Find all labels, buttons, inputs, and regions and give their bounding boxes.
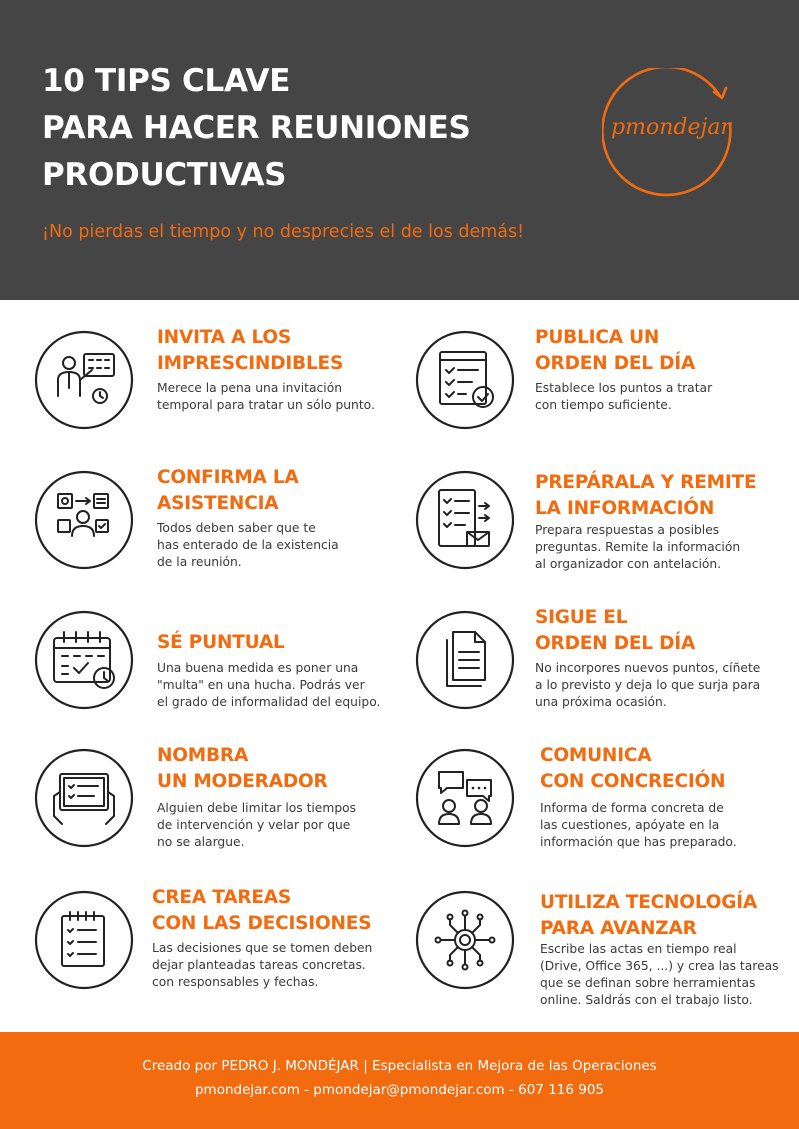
tip-title-line: ORDEN DEL DÍA [535, 353, 696, 374]
tip-description [535, 380, 712, 414]
tip-title-line: CON CONCRECIÓN [540, 771, 726, 792]
tip-title [152, 885, 371, 937]
tip-desc-line: online. Saldrás con el trabajo listo. [540, 993, 753, 1007]
tip-desc-line: con responsables y fechas. [152, 975, 319, 989]
tip-puntual [34, 610, 404, 710]
tip-moderador [34, 745, 394, 849]
tip-title [157, 630, 285, 656]
tip-description [157, 380, 375, 414]
tip-confirma [34, 467, 394, 570]
tip-desc-line: has enterado de la existencia [157, 538, 339, 552]
tip-description [152, 940, 372, 991]
tip-invita [34, 327, 394, 430]
tip-desc-line: Informa de forma concreta de [540, 801, 724, 815]
tip-title-line: CON LAS DECISIONES [152, 913, 372, 934]
tip-desc-line: una próxima ocasión. [535, 695, 667, 709]
clipboard-tasks-icon [34, 890, 134, 990]
tip-title [540, 890, 757, 942]
tip-comunica [415, 745, 775, 849]
tip-desc-line: Escribe las actas en tiempo real [540, 942, 737, 956]
presenter-board-icon [34, 330, 134, 430]
tip-title [540, 743, 725, 795]
tip-title-line: SIGUE EL [535, 607, 628, 628]
tip-title-line: PUBLICA UN [535, 327, 660, 348]
tip-desc-line: que se definan sobre herramientas [540, 976, 756, 990]
tip-crea-tareas [34, 887, 394, 990]
tip-desc-line: de intervención y velar por que [157, 818, 351, 832]
logo-text: pmondejar [611, 115, 731, 140]
tip-title [535, 605, 695, 657]
tip-desc-line: (Drive, Office 365, ...) y crea las tareas [540, 959, 779, 973]
title-line-3: PRODUCTIVAS [42, 157, 287, 193]
tip-title-line: NOMBRA [157, 745, 249, 766]
tip-description [535, 660, 760, 711]
tip-description [157, 520, 339, 571]
tip-description [535, 522, 740, 573]
tip-title [157, 743, 328, 795]
tip-desc-line: las cuestiones, apóyate en la [540, 818, 720, 832]
chat-people-icon [415, 748, 515, 848]
tip-desc-line: no se alargue. [157, 835, 245, 849]
tip-title-line: ORDEN DEL DÍA [535, 633, 696, 654]
tip-description [540, 800, 737, 851]
attendance-flow-icon [34, 470, 134, 570]
tip-desc-line: al organizador con antelación. [535, 557, 722, 571]
footer-contact[interactable]: pmondejar.com - pmondejar@pmondejar.com - 607 116 905 [194, 1082, 604, 1098]
tip-desc-line: dejar planteadas tareas concretas. [152, 958, 366, 972]
tip-desc-line: Merece la pena una invitación [157, 381, 343, 395]
tip-desc-line: el grado de informalidad del equipo. [157, 695, 381, 709]
tip-title-line: PREPÁRALA Y REMITE [535, 472, 757, 493]
tip-preparala [415, 470, 785, 570]
tip-desc-line: Prepara respuestas a posibles [535, 523, 720, 537]
tip-description [157, 660, 380, 711]
tip-title [535, 470, 756, 522]
tablet-hands-icon [34, 748, 134, 848]
tip-description [157, 800, 356, 851]
tip-title-line: PARA AVANZAR [540, 918, 697, 939]
technology-network-icon [415, 890, 515, 990]
tip-title [535, 325, 695, 377]
tip-sigue [415, 607, 785, 710]
agenda-checklist-icon [415, 330, 515, 430]
tip-desc-line: con tiempo suficiente. [535, 398, 672, 412]
tip-desc-line: No incorpores nuevos puntos, cíñete [535, 661, 761, 675]
tip-tecnologia [415, 890, 785, 1007]
header-banner [0, 0, 799, 300]
tip-desc-line: Todos deben saber que te [157, 521, 316, 535]
tip-title-line: ASISTENCIA [157, 493, 279, 514]
tip-title [157, 465, 299, 517]
tip-desc-line: de la reunión. [157, 555, 242, 569]
tip-description [540, 941, 779, 1009]
page-title [42, 58, 471, 199]
tip-title-line: CREA TAREAS [152, 887, 292, 908]
tip-desc-line: información que has preparado. [540, 835, 737, 849]
tip-desc-line: a lo previsto y deja lo que surja para [535, 678, 761, 692]
tip-desc-line: temporal para tratar un sólo punto. [157, 398, 375, 412]
tip-desc-line: Las decisiones que se tomen deben [152, 941, 373, 955]
tip-desc-line: Una buena medida es poner una [157, 661, 359, 675]
tip-desc-line: Alguien debe limitar los tiempos [157, 801, 357, 815]
documents-icon [415, 610, 515, 710]
tip-desc-line: preguntas. Remite la información [535, 540, 741, 554]
title-line-2: PARA HACER REUNIONES [42, 110, 471, 146]
pmondejar-logo [602, 68, 740, 206]
footer-banner [0, 1032, 799, 1129]
calendar-clock-icon [34, 610, 134, 710]
tip-title-line: LA INFORMACIÓN [535, 498, 715, 519]
tip-publica [415, 327, 775, 430]
tip-title-line: COMUNICA [540, 745, 652, 766]
footer-credit: Creado por PEDRO J. MONDÉJAR | Especialista en Mejora de las Operaciones [142, 1058, 657, 1074]
tip-desc-line: "multa" en una hucha. Podrás ver [157, 678, 365, 692]
tip-title-line: SÉ PUNTUAL [157, 632, 285, 653]
tip-title-line: UTILIZA TECNOLOGÍA [540, 892, 758, 913]
tip-title-line: IMPRESCINDIBLES [157, 353, 344, 374]
title-line-1: 10 TIPS CLAVE [42, 63, 291, 99]
page-subtitle: ¡No pierdas el tiempo y no desprecies el de los demás! [42, 222, 525, 242]
checklist-mail-icon [415, 470, 515, 570]
tip-title-line: UN MODERADOR [157, 771, 328, 792]
tip-desc-line: Establece los puntos a tratar [535, 381, 713, 395]
tip-title-line: CONFIRMA LA [157, 467, 299, 488]
tip-title [157, 325, 343, 377]
tip-title-line: INVITA A LOS [157, 327, 292, 348]
